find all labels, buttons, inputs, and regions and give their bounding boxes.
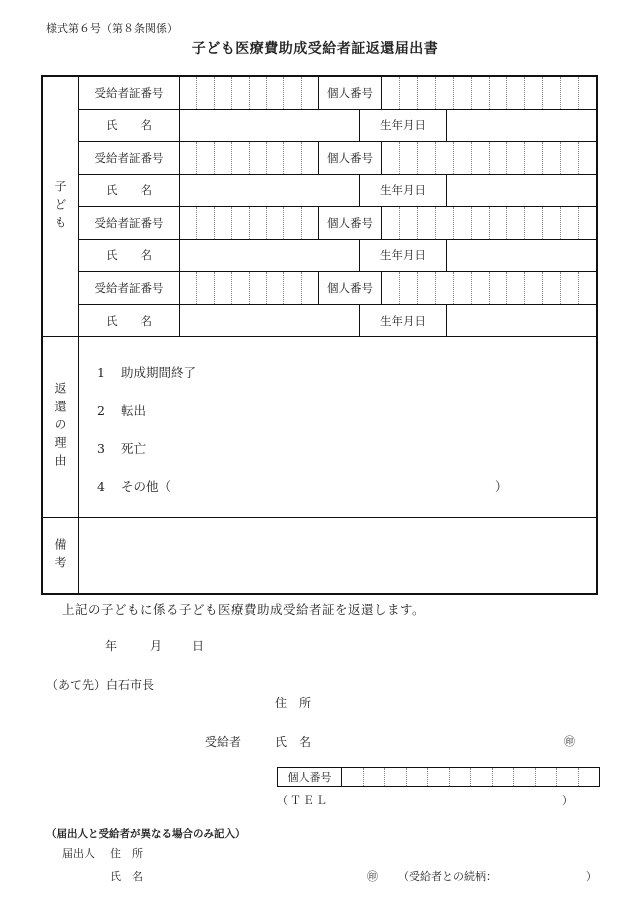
relation-close-paren: ） bbox=[586, 870, 597, 883]
page-title: 子ども医療費助成受給者証返還届出書 bbox=[191, 41, 439, 57]
dob-label: 生年月日 bbox=[359, 240, 447, 272]
tel-label: （ＴＥＬ bbox=[277, 794, 329, 807]
digit-cell[interactable] bbox=[579, 207, 596, 239]
digit-cell[interactable] bbox=[507, 77, 525, 109]
name-label: 氏 名 bbox=[79, 175, 180, 207]
notifier-notice: （届出人と受給者が異なる場合のみ記入） bbox=[46, 828, 246, 840]
digit-cell[interactable] bbox=[507, 207, 525, 239]
remarks-section-label: 備考 bbox=[43, 518, 79, 593]
digit-cell[interactable] bbox=[536, 768, 558, 786]
digit-cell[interactable] bbox=[215, 272, 232, 304]
digit-cell[interactable] bbox=[454, 77, 472, 109]
reason-option-3[interactable]: 3 死亡 bbox=[97, 441, 147, 456]
name-label: 氏 名 bbox=[79, 305, 180, 338]
digit-cell[interactable] bbox=[436, 207, 454, 239]
form-table bbox=[41, 75, 598, 595]
recipient-role-label: 受給者 bbox=[205, 735, 242, 749]
tel-close-paren: ） bbox=[562, 794, 573, 807]
digit-cell[interactable] bbox=[525, 272, 543, 304]
personal-number-label: 個人番号 bbox=[318, 142, 382, 174]
digit-cell[interactable] bbox=[490, 272, 508, 304]
child-name-row bbox=[79, 175, 596, 208]
child-number-row bbox=[79, 77, 596, 110]
recipient-number-input[interactable] bbox=[180, 77, 318, 109]
digit-cell[interactable] bbox=[525, 142, 543, 174]
digit-cell[interactable] bbox=[382, 207, 400, 239]
digit-cell[interactable] bbox=[382, 272, 400, 304]
notifier-name-label: 氏 名 bbox=[110, 870, 143, 883]
digit-cell[interactable] bbox=[180, 207, 197, 239]
digit-cell[interactable] bbox=[418, 207, 436, 239]
digit-cell[interactable] bbox=[543, 207, 561, 239]
digit-cell[interactable] bbox=[284, 77, 301, 109]
digit-cell[interactable] bbox=[543, 77, 561, 109]
recipient-number-label: 受給者証番号 bbox=[79, 77, 180, 109]
notifier-seal-mark: ㊞ bbox=[367, 870, 378, 883]
personal-number-input[interactable] bbox=[382, 207, 596, 239]
digit-cell[interactable] bbox=[385, 768, 407, 786]
digit-cell[interactable] bbox=[472, 142, 490, 174]
child-name-row bbox=[79, 305, 596, 338]
child-section-label: 子ども bbox=[43, 77, 79, 336]
dob-label: 生年月日 bbox=[359, 175, 447, 207]
statement-text: 上記の子どもに係る子ども医療費助成受給者証を返還します。 bbox=[62, 602, 426, 617]
digit-cell[interactable] bbox=[302, 207, 318, 239]
digit-cell[interactable] bbox=[561, 272, 579, 304]
digit-cell[interactable] bbox=[543, 272, 561, 304]
digit-cell[interactable] bbox=[400, 77, 418, 109]
digit-cell[interactable] bbox=[267, 272, 284, 304]
digit-cell[interactable] bbox=[493, 768, 515, 786]
digit-cell[interactable] bbox=[215, 77, 232, 109]
digit-cell[interactable] bbox=[428, 768, 450, 786]
name-label: 氏 名 bbox=[79, 240, 180, 272]
digit-cell[interactable] bbox=[472, 272, 490, 304]
digit-cell[interactable] bbox=[490, 207, 508, 239]
digit-cell[interactable] bbox=[400, 142, 418, 174]
date-month-label[interactable]: 月 bbox=[150, 639, 163, 653]
child-number-row bbox=[79, 272, 596, 305]
digit-cell[interactable] bbox=[215, 142, 232, 174]
digit-cell[interactable] bbox=[284, 207, 301, 239]
digit-cell[interactable] bbox=[436, 272, 454, 304]
digit-cell[interactable] bbox=[418, 272, 436, 304]
recipient-seal-mark: ㊞ bbox=[564, 735, 575, 748]
digit-cell[interactable] bbox=[561, 77, 579, 109]
digit-cell[interactable] bbox=[267, 77, 284, 109]
digit-cell[interactable] bbox=[557, 768, 579, 786]
reason-section bbox=[43, 337, 596, 518]
recipient-personal-number-label: 個人番号 bbox=[278, 768, 342, 786]
notifier-address-label: 住 所 bbox=[110, 847, 143, 860]
child-number-row bbox=[79, 207, 596, 240]
recipient-personal-number-box bbox=[277, 767, 600, 787]
digit-cell[interactable] bbox=[450, 768, 472, 786]
digit-cell[interactable] bbox=[302, 142, 318, 174]
digit-cell[interactable] bbox=[232, 77, 249, 109]
remarks-section[interactable] bbox=[43, 518, 596, 593]
digit-cell[interactable] bbox=[490, 142, 508, 174]
recipient-personal-number-digits bbox=[342, 768, 599, 786]
date-day-label[interactable]: 日 bbox=[192, 639, 205, 653]
personal-number-label: 個人番号 bbox=[318, 272, 382, 304]
dob-label: 生年月日 bbox=[359, 110, 447, 142]
digit-cell[interactable] bbox=[514, 768, 536, 786]
digit-cell[interactable] bbox=[215, 207, 232, 239]
digit-cell[interactable] bbox=[302, 272, 318, 304]
digit-cell[interactable] bbox=[471, 768, 493, 786]
digit-cell[interactable] bbox=[400, 207, 418, 239]
digit-cell[interactable] bbox=[579, 272, 596, 304]
digit-cell[interactable] bbox=[267, 207, 284, 239]
digit-cell[interactable] bbox=[232, 272, 249, 304]
name-input[interactable] bbox=[180, 110, 359, 142]
digit-cell[interactable] bbox=[418, 142, 436, 174]
digit-cell[interactable] bbox=[197, 272, 214, 304]
digit-cell[interactable] bbox=[250, 77, 267, 109]
name-input[interactable] bbox=[180, 240, 359, 272]
recipient-number-input[interactable] bbox=[180, 142, 318, 174]
digit-cell[interactable] bbox=[525, 207, 543, 239]
other-reason-close-paren: ） bbox=[495, 479, 508, 494]
digit-cell[interactable] bbox=[507, 272, 525, 304]
digit-cell[interactable] bbox=[525, 77, 543, 109]
notifier-label: 届出人 bbox=[62, 847, 95, 860]
digit-cell[interactable] bbox=[180, 272, 197, 304]
digit-cell[interactable] bbox=[454, 207, 472, 239]
digit-cell[interactable] bbox=[382, 142, 400, 174]
digit-cell[interactable] bbox=[561, 207, 579, 239]
digit-cell[interactable] bbox=[454, 142, 472, 174]
digit-cell[interactable] bbox=[490, 77, 508, 109]
digit-cell[interactable] bbox=[454, 272, 472, 304]
digit-cell[interactable] bbox=[180, 77, 197, 109]
personal-number-label: 個人番号 bbox=[318, 77, 382, 109]
name-input[interactable] bbox=[180, 175, 359, 207]
relation-label: （受給者との続柄： bbox=[398, 870, 497, 883]
digit-cell[interactable] bbox=[418, 77, 436, 109]
recipient-number-label: 受給者証番号 bbox=[79, 142, 180, 174]
recipient-number-label: 受給者証番号 bbox=[79, 272, 180, 304]
digit-cell[interactable] bbox=[342, 768, 364, 786]
child-section bbox=[43, 77, 596, 337]
digit-cell[interactable] bbox=[507, 142, 525, 174]
dob-input[interactable] bbox=[447, 175, 596, 207]
digit-cell[interactable] bbox=[197, 207, 214, 239]
digit-cell[interactable] bbox=[302, 77, 318, 109]
name-label: 氏 名 bbox=[79, 110, 180, 142]
dob-input[interactable] bbox=[447, 110, 596, 142]
digit-cell[interactable] bbox=[543, 142, 561, 174]
dob-input[interactable] bbox=[447, 240, 596, 272]
form-number: 様式第６号（第８条関係） bbox=[46, 22, 178, 35]
digit-cell[interactable] bbox=[250, 142, 267, 174]
recipient-number-input[interactable] bbox=[180, 207, 318, 239]
digit-cell[interactable] bbox=[561, 142, 579, 174]
child-name-row bbox=[79, 240, 596, 273]
name-input[interactable] bbox=[180, 305, 359, 338]
digit-cell[interactable] bbox=[472, 207, 490, 239]
personal-number-input[interactable] bbox=[382, 77, 596, 109]
digit-cell[interactable] bbox=[382, 77, 400, 109]
personal-number-input[interactable] bbox=[382, 272, 596, 304]
digit-cell[interactable] bbox=[250, 207, 267, 239]
personal-number-input[interactable] bbox=[382, 142, 596, 174]
digit-cell[interactable] bbox=[250, 272, 267, 304]
digit-cell[interactable] bbox=[436, 77, 454, 109]
reason-option-1[interactable]: 1 助成期間終了 bbox=[97, 365, 197, 380]
digit-cell[interactable] bbox=[232, 207, 249, 239]
digit-cell[interactable] bbox=[284, 142, 301, 174]
digit-cell[interactable] bbox=[284, 272, 301, 304]
digit-cell[interactable] bbox=[267, 142, 284, 174]
digit-cell[interactable] bbox=[579, 77, 596, 109]
digit-cell[interactable] bbox=[400, 272, 418, 304]
recipient-address-label: 住 所 bbox=[275, 696, 312, 710]
recipient-number-label: 受給者証番号 bbox=[79, 207, 180, 239]
digit-cell[interactable] bbox=[579, 142, 596, 174]
digit-cell[interactable] bbox=[180, 142, 197, 174]
dob-label: 生年月日 bbox=[359, 305, 447, 338]
date-year-label[interactable]: 年 bbox=[105, 639, 118, 653]
addressee: （あて先）白石市長 bbox=[46, 678, 155, 692]
child-name-row bbox=[79, 110, 596, 143]
child-number-row bbox=[79, 142, 596, 175]
digit-cell[interactable] bbox=[232, 142, 249, 174]
reason-option-4[interactable]: 4 その他（ bbox=[97, 479, 172, 494]
personal-number-label: 個人番号 bbox=[318, 207, 382, 239]
digit-cell[interactable] bbox=[197, 77, 214, 109]
digit-cell[interactable] bbox=[436, 142, 454, 174]
digit-cell[interactable] bbox=[407, 768, 429, 786]
reason-option-2[interactable]: 2 転出 bbox=[97, 403, 147, 418]
digit-cell[interactable] bbox=[579, 768, 600, 786]
recipient-number-input[interactable] bbox=[180, 272, 318, 304]
reason-section-label: 返還の理由 bbox=[43, 337, 79, 517]
digit-cell[interactable] bbox=[197, 142, 214, 174]
dob-input[interactable] bbox=[447, 305, 596, 338]
digit-cell[interactable] bbox=[472, 77, 490, 109]
digit-cell[interactable] bbox=[364, 768, 386, 786]
recipient-name-label: 氏 名 bbox=[275, 735, 312, 749]
